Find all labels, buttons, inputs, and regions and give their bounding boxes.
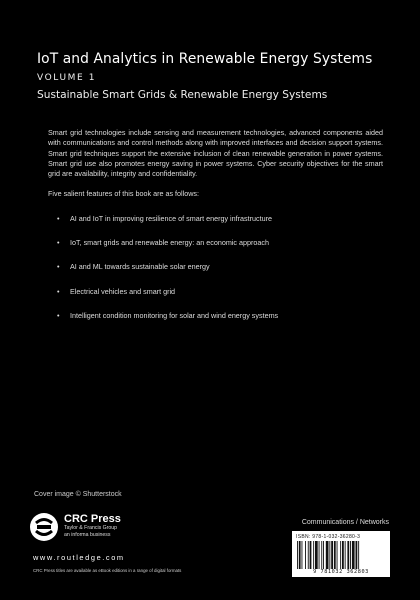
- features-list: [48, 214, 383, 321]
- book-subtitle: Sustainable Smart Grids & Renewable Energy Systems: [37, 89, 328, 101]
- feature-text: IoT, smart grids and renewable energy: an economic approach: [70, 238, 269, 248]
- feature-text: Electrical vehicles and smart grid: [70, 286, 176, 296]
- barcode-bar: [305, 541, 306, 569]
- description-paragraph: Smart grid technologies include sensing and measurement technologies, advanced components aided with communications and control methods along with improved interfaces and decision support systems. Smart grid techniques support the extensive inclusion of clean renewable generation in power systems. Smart grid use also promotes energy saving in power systems. Cyber security objectives for the smart grid are availability, integrity and confidentiality.: [48, 128, 383, 179]
- publisher-logo: [30, 513, 121, 541]
- barcode-bar: [315, 541, 318, 569]
- back-cover-blurb: [48, 128, 383, 335]
- barcode-bar: [350, 541, 351, 569]
- barcode-bar: [319, 541, 320, 569]
- barcode-bar: [326, 541, 329, 569]
- barcode-bar: [358, 541, 359, 569]
- barcode-bar: [310, 541, 312, 569]
- barcode-bar: [340, 541, 341, 569]
- barcode-bar: [321, 541, 322, 569]
- cover-image-credit: Cover image © Shutterstock: [34, 491, 122, 498]
- bullet-icon: •: [57, 310, 60, 320]
- book-title: IoT and Analytics in Renewable Energy Systems: [37, 51, 373, 67]
- barcode-bar: [302, 541, 303, 569]
- barcode-bar: [323, 541, 324, 569]
- feature-text: Intelligent condition monitoring for solar and wind energy systems: [70, 310, 279, 320]
- crc-logo-icon: [30, 513, 58, 541]
- barcode-icon: [296, 541, 386, 569]
- barcode-bar: [299, 541, 301, 569]
- bullet-icon: •: [57, 262, 60, 272]
- feature-text: AI and ML towards sustainable solar energy: [70, 262, 210, 272]
- website-link[interactable]: www.routledge.com: [33, 553, 125, 562]
- barcode-bar: [331, 541, 333, 569]
- barcode-bar: [356, 541, 358, 569]
- isbn-number: ISBN: 978-1-032-36280-3: [296, 534, 361, 540]
- barcode-bar: [352, 541, 355, 569]
- bullet-icon: •: [57, 286, 60, 296]
- publisher-tagline: an informa business: [64, 531, 111, 538]
- list-item: [48, 262, 383, 272]
- feature-text: AI and IoT in improving resilience of smart energy infrastructure: [70, 213, 273, 223]
- barcode-bar: [334, 541, 336, 569]
- barcode-bar: [342, 541, 344, 569]
- subject-category: Communications / Networks: [301, 519, 389, 526]
- barcode-bar: [313, 541, 314, 569]
- list-item: [48, 287, 383, 297]
- publisher-name: CRC Press: [64, 513, 121, 525]
- isbn-barcode: [292, 531, 390, 577]
- barcode-bar: [308, 541, 309, 569]
- barcode-bar: [345, 541, 346, 569]
- barcode-bar: [347, 541, 349, 569]
- list-item: [48, 238, 383, 248]
- volume-label: VOLUME 1: [37, 73, 97, 83]
- barcode-bar: [297, 541, 298, 569]
- publisher-group: Taylor & Francis Group: [64, 525, 118, 531]
- features-intro: Five salient features of this book are as follows:: [48, 189, 200, 199]
- ebook-note: CRC Press titles are available as eBook editions in a range of digital formats: [33, 568, 182, 573]
- barcode-bar: [329, 541, 330, 569]
- bullet-icon: •: [57, 238, 60, 248]
- list-item: [48, 311, 383, 321]
- list-item: [48, 214, 383, 224]
- title-block: [37, 50, 397, 102]
- bullet-icon: •: [57, 213, 60, 223]
- barcode-digits: 9 781032 362803: [313, 569, 369, 575]
- barcode-bar: [337, 541, 338, 569]
